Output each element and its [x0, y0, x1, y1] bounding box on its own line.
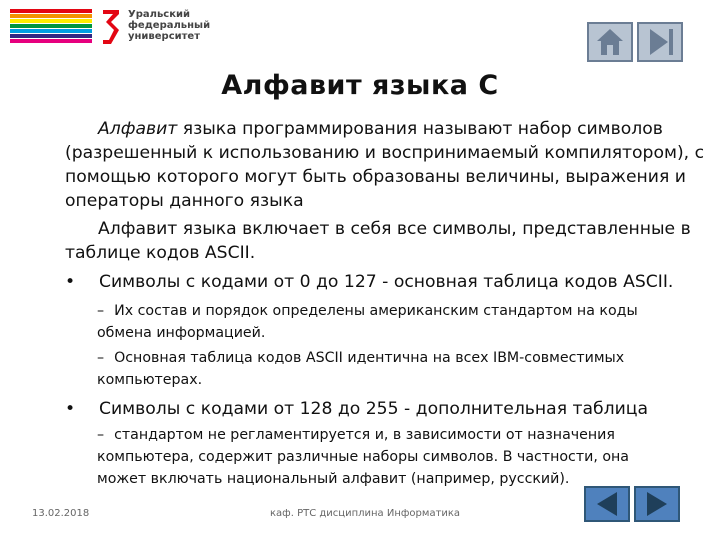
previous-slide-icon — [586, 488, 628, 520]
next-slide-button[interactable] — [634, 486, 680, 522]
university-name-line: федеральный — [128, 20, 211, 31]
paragraph-definition — [65, 117, 705, 213]
definition-text: языка программирования называют набор символов (разрешенный к использованию и воспринимаемый компилятором), с помощью которого могут быть образованы величины, выражения и операторы данного языка — [65, 119, 705, 211]
dash-symbol: – — [97, 427, 105, 443]
home-icon — [589, 24, 631, 60]
home-button[interactable] — [587, 22, 633, 62]
bullet-symbol: • — [65, 399, 76, 419]
sub-item-text: стандартом не регламентируется и, в зависимости от назначения компьютера, содержит различные наборы символов. В частности, она может включать национальный алфавит (например, русский). — [97, 427, 629, 487]
dash-symbol: – — [97, 350, 105, 366]
dash-symbol: – — [97, 303, 105, 319]
urfu-logo-icon — [100, 8, 122, 46]
bullet-text: Символы с кодами от 128 до 255 - дополнительная таблица — [99, 399, 649, 419]
skip-to-end-button[interactable] — [637, 22, 683, 62]
next-slide-icon — [636, 488, 678, 520]
university-name-line: Уральский — [128, 9, 190, 20]
emphasized-term: Алфавит — [98, 119, 178, 139]
bullet-text: Символы с кодами от 0 до 127 - основная таблица кодов ASCII. — [99, 272, 674, 292]
sub-item-text: Основная таблица кодов ASCII идентична на всех IBM-совместимых компьютерах. — [97, 350, 625, 388]
slide-title: Алфавит языка С — [221, 70, 499, 101]
footer-date: 13.02.2018 — [32, 508, 90, 519]
skip-to-end-icon — [639, 24, 681, 60]
paragraph-alphabet: Алфавит языка включает в себя все символы, представленные в таблице кодов ASCII. — [65, 219, 691, 263]
sub-item-text: Их состав и порядок определены американским стандартом на коды обмена информацией. — [97, 303, 638, 341]
bullet-symbol: • — [65, 272, 76, 292]
rainbow-stripes-logo — [10, 9, 92, 47]
footer-department: каф. РТС дисциплина Информатика — [270, 508, 461, 519]
university-name — [128, 9, 210, 42]
sub-item — [97, 300, 677, 344]
sub-item — [97, 424, 667, 490]
university-name-line: университет — [128, 31, 201, 42]
sub-item — [97, 347, 677, 391]
previous-slide-button[interactable] — [584, 486, 630, 522]
